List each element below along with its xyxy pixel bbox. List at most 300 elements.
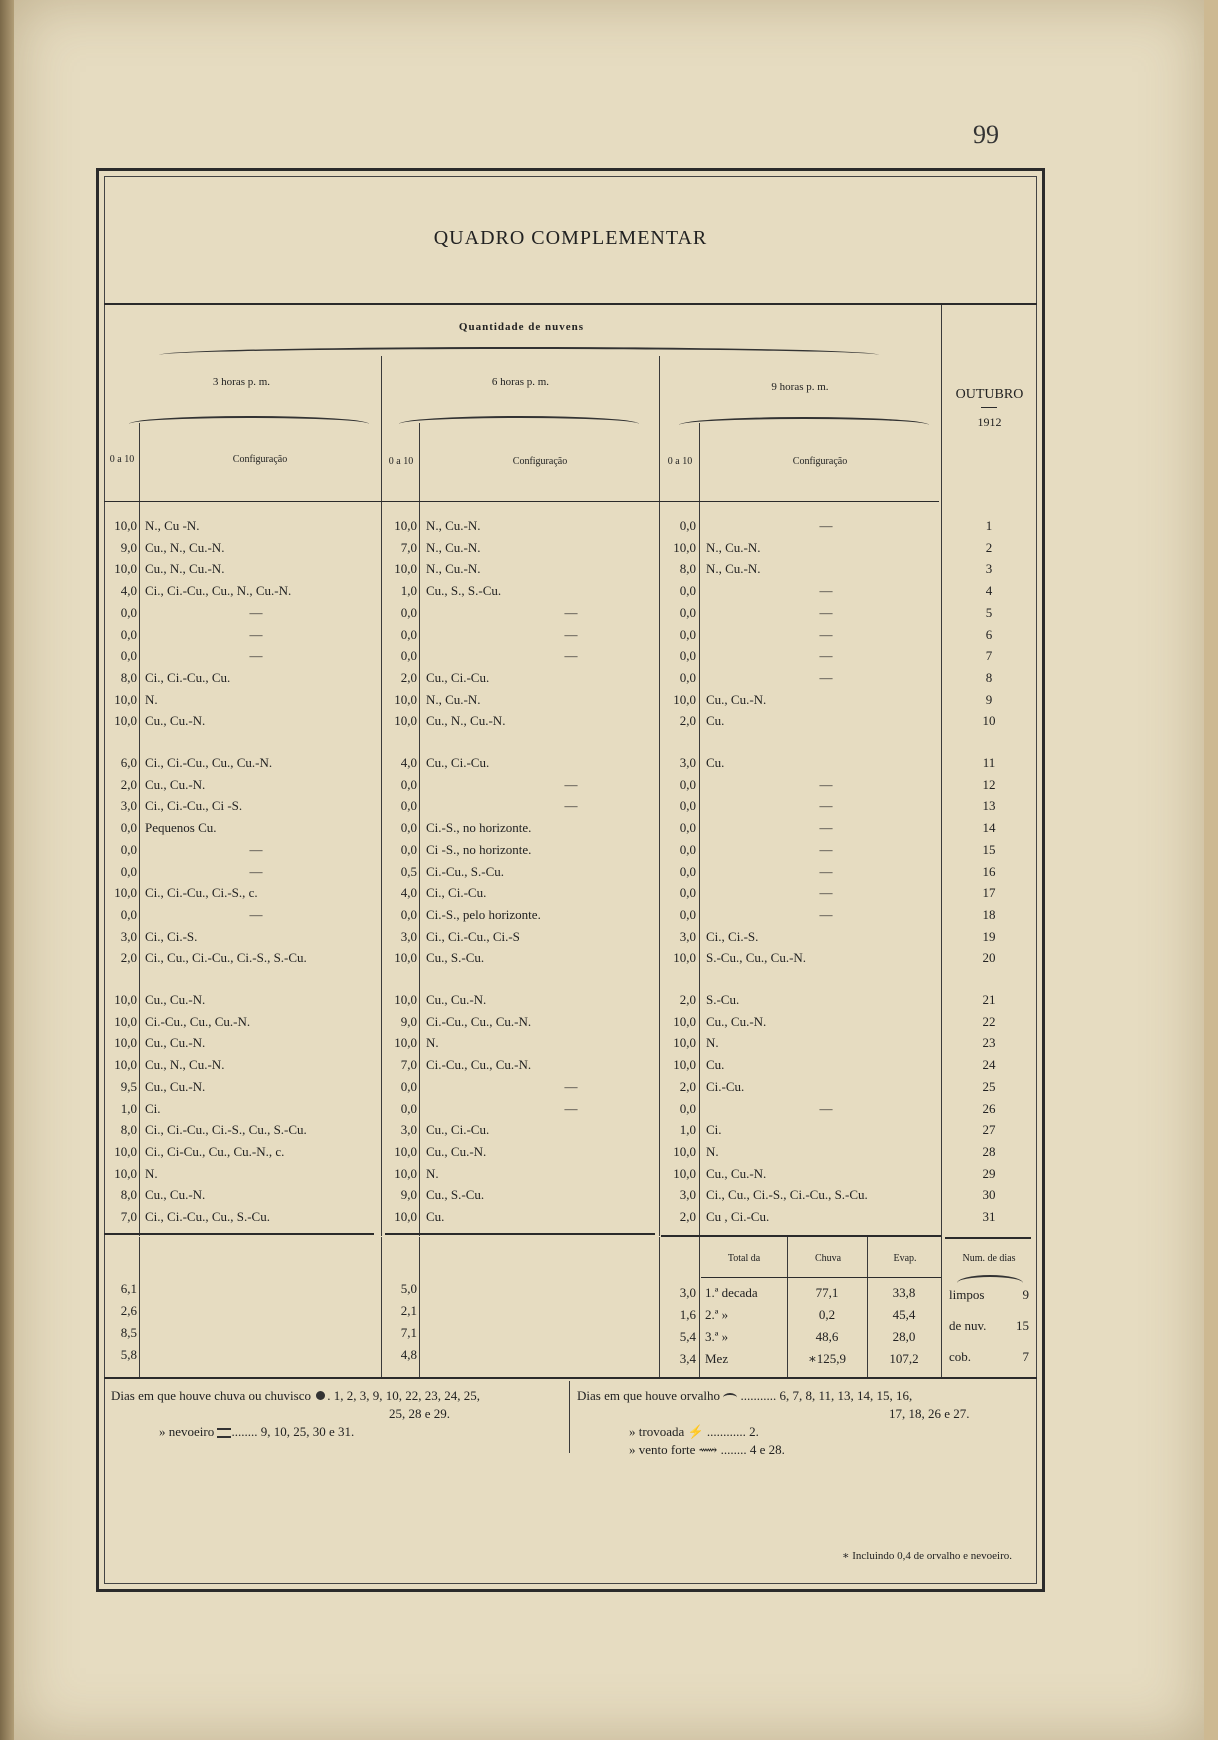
qty-6pm: 0,0 [400, 841, 417, 857]
config-6pm: N., Cu.-N. [426, 691, 481, 707]
config-6pm: N., Cu.-N. [426, 518, 481, 533]
summary-qty-6pm: 5,0 [400, 1281, 417, 1296]
rain-icon [316, 1391, 325, 1400]
config-9pm: — [819, 604, 833, 620]
config-9pm: — [819, 798, 833, 814]
footer-chuva-label: Dias em que houve chuva ou chuvisco [111, 1388, 312, 1403]
qty-9pm: 10,0 [673, 1143, 696, 1159]
config-9pm: Cu., Cu.-N. [706, 691, 767, 707]
summary-chuva: 0,2 [818, 1307, 836, 1322]
summary-evap: 28,0 [892, 1329, 916, 1344]
config-9pm: N., Cu.-N. [706, 561, 761, 577]
qty-3pm: 10,0 [114, 691, 137, 707]
qty-9pm: 10,0 [673, 1013, 696, 1029]
config-6pm: Cu., Cu.-N. [426, 992, 487, 1007]
config-6pm: Ci.-Cu., S.-Cu. [426, 863, 505, 879]
config-9pm: N., Cu.-N. [706, 539, 761, 555]
config-3pm: Cu., N., Cu.-N. [145, 1057, 225, 1073]
day-number: 11 [982, 755, 996, 770]
config-9pm: Cu. [706, 755, 725, 770]
config-6pm: — [564, 648, 578, 664]
config-9pm: — [819, 776, 833, 792]
qty-3pm: 0,0 [120, 648, 137, 664]
qty-6pm: 0,0 [400, 1078, 417, 1094]
qty-9pm: 2,0 [679, 1209, 696, 1224]
page [14, 0, 1204, 1740]
divider-q2-c2 [419, 423, 420, 1236]
qty-6pm: 0,0 [400, 626, 417, 642]
qty-9pm: 8,0 [679, 561, 696, 577]
group-header: Quantidade de nuvens [458, 321, 585, 333]
day-number: 21 [982, 992, 996, 1007]
day-number: 23 [982, 1035, 996, 1051]
qty-3pm: 10,0 [114, 1013, 137, 1029]
col-conf-3: Configuração [792, 456, 848, 467]
qty-3pm: 10,0 [114, 713, 137, 729]
config-3pm: Ci.-Cu., Cu., Cu.-N. [145, 1013, 251, 1029]
config-3pm: Ci., Ci.-Cu., Cu., Cu.-N. [145, 755, 273, 770]
footer-nevoeiro-label: » nevoeiro [159, 1424, 215, 1439]
config-3pm: — [249, 648, 263, 664]
config-3pm: N. [145, 1165, 158, 1181]
config-9pm: — [819, 820, 833, 836]
config-3pm: Cu., Cu.-N. [145, 992, 206, 1007]
config-9pm: — [819, 1100, 833, 1116]
qty-6pm: 10,0 [394, 1165, 417, 1181]
qty-6pm: 7,0 [400, 1057, 417, 1073]
end-rule-3 [661, 1235, 941, 1237]
day-number: 16 [982, 863, 996, 879]
day-number: 25 [982, 1078, 996, 1094]
config-9pm: Cu. [706, 1057, 725, 1073]
summary-qty-3pm: 5,8 [120, 1347, 137, 1362]
summary-qty-6pm: 2,1 [400, 1303, 417, 1318]
config-3pm: Ci., Ci.-S. [145, 928, 198, 944]
time-header-3pm: 3 horas p. m. [212, 376, 271, 388]
qty-3pm: 8,0 [120, 1187, 137, 1203]
qty-3pm: 0,0 [120, 820, 137, 836]
footer-orvalho: Dias em que houve orvalho ........... 6, 7, 8, 11, 13, 14, 15, 16, [577, 1388, 913, 1403]
qty-6pm: 9,0 [400, 1187, 417, 1203]
day-number: 1 [985, 518, 993, 533]
qty-3pm: 10,0 [114, 561, 137, 577]
sum-hdr-chuva: Chuva [814, 1253, 842, 1264]
config-9pm: — [819, 648, 833, 664]
config-6pm: N., Cu.-N. [426, 561, 481, 577]
config-9pm: — [819, 518, 833, 533]
qty-9pm: 1,0 [679, 1122, 696, 1138]
summary-qty-9pm: 5,4 [679, 1329, 696, 1344]
qty-9pm: 0,0 [679, 604, 696, 620]
config-3pm: Ci., Ci.-Cu., Ci -S. [145, 798, 243, 814]
qty-9pm: 10,0 [673, 1057, 696, 1073]
config-6pm: Ci.-Cu., Cu., Cu.-N. [426, 1057, 532, 1073]
qty-6pm: 10,0 [394, 713, 417, 729]
summary-evap: 33,8 [892, 1285, 916, 1300]
qty-3pm: 0,0 [120, 906, 137, 922]
qty-6pm: 0,0 [400, 906, 417, 922]
qty-6pm: 10,0 [394, 1143, 417, 1159]
qty-3pm: 0,0 [120, 841, 137, 857]
sum-hdr-total: Total da [727, 1253, 761, 1264]
config-6pm: Cu., S.-Cu. [426, 950, 485, 966]
day-number: 6 [985, 626, 993, 642]
config-3pm: Cu., Cu.-N. [145, 1078, 206, 1094]
day-number: 15 [982, 841, 996, 857]
config-6pm: Cu., Ci.-Cu. [426, 755, 490, 770]
summary-qty-3pm: 6,1 [120, 1281, 137, 1296]
footer-vento-label: » vento forte [629, 1442, 696, 1457]
config-6pm: Ci.-S., no horizonte. [426, 820, 532, 836]
config-3pm: Cu., N., Cu.-N. [145, 561, 225, 577]
config-6pm: Ci., Ci.-Cu., Ci.-S [426, 928, 520, 944]
time-header-9pm: 9 horas p. m. [771, 381, 829, 393]
config-9pm: — [819, 626, 833, 642]
day-number: 5 [985, 604, 993, 620]
col-qty-3: 0 a 10 [667, 456, 693, 467]
config-6pm: Cu., S.-Cu. [426, 1187, 485, 1203]
config-9pm: — [819, 669, 833, 685]
config-3pm: Cu., N., Cu.-N. [145, 539, 225, 555]
qty-6pm: 2,0 [400, 669, 417, 685]
qty-6pm: 9,0 [400, 1013, 417, 1029]
end-rule-4 [945, 1237, 1031, 1239]
config-3pm: Cu., Cu.-N. [145, 1035, 206, 1051]
qty-9pm: 10,0 [673, 691, 696, 707]
day-number: 20 [982, 950, 996, 966]
config-3pm: N. [145, 691, 158, 707]
summary-chuva: 48,6 [815, 1329, 839, 1344]
qty-6pm: 0,0 [400, 820, 417, 836]
config-9pm: Ci., Cu., Ci.-S., Ci.-Cu., S.-Cu. [706, 1187, 868, 1203]
col-conf-2: Configuração [512, 456, 568, 467]
qty-6pm: 10,0 [394, 950, 417, 966]
day-number: 7 [985, 648, 993, 664]
summary-period: Mez [705, 1351, 729, 1366]
footer-vento: » vento forte ⟿ ........ 4 e 28. [629, 1442, 785, 1457]
config-9pm: — [819, 841, 833, 857]
footer-chuva: Dias em que houve chuva ou chuvisco . 1, 2, 3, 9, 10, 22, 23, 24, 25, [111, 1388, 481, 1403]
footer-orvalho-days-2: 17, 18, 26 e 27. [889, 1406, 970, 1421]
config-9pm: Cu., Cu.-N. [706, 1013, 767, 1029]
config-3pm: Ci., Ci.-Cu., Cu., N., Cu.-N. [145, 583, 292, 599]
config-6pm: N., Cu.-N. [426, 539, 481, 555]
qty-3pm: 10,0 [114, 1057, 137, 1073]
qty-3pm: 6,0 [120, 755, 137, 770]
config-3pm: Ci. [145, 1100, 161, 1116]
qty-9pm: 3,0 [679, 755, 696, 770]
day-number: 26 [982, 1100, 996, 1116]
day-number: 27 [982, 1122, 996, 1138]
config-6pm: — [564, 1100, 578, 1116]
footer-trovoada-label: » trovoada [629, 1424, 685, 1439]
qty-9pm: 10,0 [673, 539, 696, 555]
footer-nevoeiro-days: 9, 10, 25, 30 e 31. [260, 1424, 355, 1439]
qty-3pm: 9,5 [120, 1078, 137, 1094]
config-9pm: Ci. [706, 1122, 722, 1138]
qty-3pm: 0,0 [120, 604, 137, 620]
summary-period: 2.ª » [705, 1307, 729, 1322]
config-6pm: Ci.-S., pelo horizonte. [426, 906, 541, 922]
config-9pm: Ci., Ci.-S. [706, 928, 759, 944]
qty-9pm: 0,0 [679, 820, 696, 836]
config-3pm: Ci., Ci.-Cu., Cu. [145, 669, 231, 685]
sum-div-5 [699, 1237, 700, 1377]
footer-trovoada: » trovoada ⚡ ............ 2. [629, 1424, 759, 1439]
footer-nevoeiro: » nevoeiro ........ 9, 10, 25, 30 e 31. [159, 1424, 355, 1439]
config-6pm: Ci -S., no horizonte. [426, 841, 532, 857]
qty-3pm: 3,0 [120, 798, 137, 814]
footer-rule [104, 1377, 1037, 1379]
qty-9pm: 0,0 [679, 798, 696, 814]
footer-vento-days: 4 e 28. [749, 1442, 785, 1457]
day-number: 28 [982, 1143, 996, 1159]
qty-3pm: 4,0 [120, 583, 137, 599]
config-3pm: Cu., Cu.-N. [145, 1187, 206, 1203]
qty-6pm: 0,5 [400, 863, 417, 879]
end-rule-2 [385, 1233, 655, 1235]
colhdr-rule [104, 501, 939, 502]
footer-orvalho-label: Dias em que houve orvalho [577, 1388, 720, 1403]
col-qty-1: 0 a 10 [109, 454, 135, 465]
sum-hdr-evap: Evap. [893, 1253, 917, 1264]
qty-3pm: 10,0 [114, 1165, 137, 1181]
summary-period: 3.ª » [705, 1329, 729, 1344]
sum-div-6 [787, 1237, 788, 1377]
qty-9pm: 0,0 [679, 648, 696, 664]
summary-qty-6pm: 4,8 [400, 1347, 417, 1362]
dias-label: de nuv. [949, 1318, 987, 1333]
day-number: 24 [982, 1057, 996, 1073]
day-number: 4 [985, 583, 993, 599]
config-3pm: Pequenos Cu. [145, 820, 217, 836]
summary-qty-3pm: 8,5 [120, 1325, 137, 1340]
qty-9pm: 0,0 [679, 669, 696, 685]
summary-period: 1.ª decada [705, 1285, 758, 1300]
day-number: 18 [982, 906, 996, 922]
config-6pm: N. [426, 1165, 439, 1181]
qty-3pm: 10,0 [114, 992, 137, 1007]
config-3pm: N., Cu -N. [145, 518, 200, 533]
qty-6pm: 7,0 [400, 539, 417, 555]
config-9pm: S.-Cu. [706, 992, 740, 1007]
qty-6pm: 3,0 [400, 928, 417, 944]
config-3pm: Ci., Ci.-Cu., Cu., S.-Cu. [145, 1209, 270, 1224]
config-9pm: Cu., Cu.-N. [706, 1165, 767, 1181]
config-6pm: — [564, 604, 578, 620]
qty-6pm: 0,0 [400, 604, 417, 620]
qty-3pm: 8,0 [120, 1122, 137, 1138]
summary-qty-9pm: 1,6 [679, 1307, 696, 1322]
qty-9pm: 0,0 [679, 906, 696, 922]
page-title: QUADRO COMPLEMENTAR [433, 227, 708, 249]
config-9pm: N. [706, 1035, 719, 1051]
month-underline [981, 407, 997, 408]
config-6pm: — [564, 1078, 578, 1094]
config-3pm: Cu., Cu.-N. [145, 713, 206, 729]
dias-label: cob. [949, 1349, 972, 1364]
config-3pm: — [249, 906, 263, 922]
config-9pm: N. [706, 1143, 719, 1159]
qty-3pm: 10,0 [114, 518, 137, 533]
dias-label: limpos [949, 1287, 985, 1302]
config-9pm: — [819, 885, 833, 901]
qty-6pm: 0,0 [400, 648, 417, 664]
time-header-6pm: 6 horas p. m. [491, 376, 550, 388]
config-3pm: — [249, 626, 263, 642]
qty-3pm: 3,0 [120, 928, 137, 944]
dias-value: 7 [1022, 1349, 1029, 1364]
divider-q1-c1 [139, 423, 140, 1236]
qty-9pm: 2,0 [679, 1078, 696, 1094]
year-label: 1912 [977, 415, 1002, 429]
qty-6pm: 10,0 [394, 1209, 417, 1224]
qty-3pm: 1,0 [120, 1100, 137, 1116]
config-3pm: — [249, 841, 263, 857]
header-rule [104, 303, 1037, 305]
qty-3pm: 0,0 [120, 626, 137, 642]
day-number: 8 [985, 669, 993, 685]
qty-6pm: 0,0 [400, 1100, 417, 1116]
sum-div-8 [941, 1237, 942, 1377]
qty-3pm: 0,0 [120, 863, 137, 879]
config-9pm: Ci.-Cu. [706, 1078, 745, 1094]
month-label: OUTUBRO [955, 387, 1024, 402]
qty-6pm: 3,0 [400, 1122, 417, 1138]
wind-icon: ⟿ [698, 1442, 718, 1457]
summary-chuva: 77,1 [815, 1285, 839, 1300]
summary-qty-9pm: 3,4 [679, 1351, 696, 1366]
config-9pm: — [819, 906, 833, 922]
qty-6pm: 10,0 [394, 561, 417, 577]
sum-div-1 [139, 1237, 140, 1377]
day-number: 30 [982, 1187, 996, 1203]
config-9pm: — [819, 863, 833, 879]
config-9pm: — [819, 583, 833, 599]
qty-6pm: 10,0 [394, 518, 417, 533]
config-9pm: S.-Cu., Cu., Cu.-N. [706, 950, 807, 966]
day-number: 10 [982, 713, 996, 729]
qty-6pm: 4,0 [400, 755, 417, 770]
dew-icon [723, 1393, 737, 1402]
footer-trovoada-days: 2. [749, 1424, 759, 1439]
qty-6pm: 1,0 [400, 583, 417, 599]
qty-6pm: 10,0 [394, 992, 417, 1007]
config-3pm: — [249, 863, 263, 879]
summary-qty-9pm: 3,0 [679, 1285, 696, 1300]
config-6pm: — [564, 798, 578, 814]
summary-evap: 107,2 [889, 1351, 919, 1366]
qty-3pm: 2,0 [120, 950, 137, 966]
config-6pm: Cu. [426, 1209, 445, 1224]
config-6pm: Cu., S., S.-Cu. [426, 583, 502, 599]
qty-3pm: 2,0 [120, 776, 137, 792]
summary-evap: 45,4 [892, 1307, 916, 1322]
qty-9pm: 0,0 [679, 518, 696, 533]
config-6pm: N. [426, 1035, 439, 1051]
day-number: 12 [982, 776, 996, 792]
qty-9pm: 0,0 [679, 863, 696, 879]
day-number: 22 [982, 1013, 996, 1029]
dias-value: 9 [1022, 1287, 1029, 1302]
fog-icon [217, 1428, 231, 1438]
page-number: 99 [973, 120, 999, 149]
end-rule-1 [104, 1233, 374, 1235]
table-frame [96, 168, 1045, 1592]
config-6pm: Cu., Ci.-Cu. [426, 669, 490, 685]
footer-chuva-days: 1, 2, 3, 9, 10, 22, 23, 24, 25, [333, 1388, 481, 1403]
qty-3pm: 8,0 [120, 669, 137, 685]
qty-6pm: 10,0 [394, 691, 417, 707]
qty-9pm: 0,0 [679, 841, 696, 857]
config-6pm: Ci., Ci.-Cu. [426, 885, 487, 901]
col-conf-1: Configuração [232, 454, 288, 465]
day-number: 3 [985, 561, 993, 577]
thunder-icon: ⚡ [687, 1424, 704, 1439]
qty-9pm: 0,0 [679, 776, 696, 792]
config-6pm: — [564, 776, 578, 792]
sum-hdr-dias: Num. de dias [962, 1253, 1016, 1264]
day-number: 31 [982, 1209, 996, 1224]
sum-div-7 [867, 1237, 868, 1377]
day-number: 19 [982, 928, 996, 944]
footer-divider [569, 1381, 570, 1453]
qty-6pm: 10,0 [394, 1035, 417, 1051]
qty-9pm: 10,0 [673, 950, 696, 966]
config-3pm: Ci., Cu., Ci.-Cu., Ci.-S., S.-Cu. [145, 950, 307, 966]
qty-3pm: 10,0 [114, 885, 137, 901]
qty-3pm: 7,0 [120, 1209, 137, 1224]
config-3pm: Ci., Ci-Cu., Cu., Cu.-N., c. [145, 1143, 285, 1159]
day-number: 14 [982, 820, 996, 836]
qty-9pm: 10,0 [673, 1165, 696, 1181]
footer-orvalho-days: 6, 7, 8, 11, 13, 14, 15, 16, [779, 1388, 913, 1403]
qty-3pm: 9,0 [120, 539, 137, 555]
day-number: 29 [982, 1165, 996, 1181]
qty-9pm: 3,0 [679, 1187, 696, 1203]
day-number: 13 [982, 798, 996, 814]
qty-9pm: 2,0 [679, 992, 696, 1007]
summary-qty-3pm: 2,6 [120, 1303, 137, 1318]
qty-9pm: 2,0 [679, 713, 696, 729]
config-6pm: Cu., N., Cu.-N. [426, 713, 506, 729]
config-9pm: Cu , Ci.-Cu. [706, 1209, 770, 1224]
col-qty-2: 0 a 10 [388, 456, 414, 467]
config-6pm: Cu., Cu.-N. [426, 1143, 487, 1159]
config-3pm: Ci., Ci.-Cu., Ci.-S., Cu., S.-Cu. [145, 1122, 307, 1138]
config-3pm: Ci., Ci.-Cu., Ci.-S., c. [145, 885, 258, 901]
config-3pm: — [249, 604, 263, 620]
qty-9pm: 0,0 [679, 1100, 696, 1116]
footer-chuva-days-2: 25, 28 e 29. [389, 1406, 451, 1421]
qty-6pm: 4,0 [400, 885, 417, 901]
config-6pm: Ci.-Cu., Cu., Cu.-N. [426, 1013, 532, 1029]
config-9pm: Cu. [706, 713, 725, 729]
config-3pm: Cu., Cu.-N. [145, 776, 206, 792]
qty-9pm: 0,0 [679, 583, 696, 599]
qty-3pm: 10,0 [114, 1143, 137, 1159]
qty-6pm: 0,0 [400, 776, 417, 792]
config-6pm: Cu., Ci.-Cu. [426, 1122, 490, 1138]
day-number: 17 [982, 885, 996, 901]
qty-9pm: 10,0 [673, 1035, 696, 1051]
qty-3pm: 10,0 [114, 1035, 137, 1051]
day-number: 9 [985, 691, 993, 707]
summary-chuva: ∗125,9 [807, 1351, 847, 1366]
qty-9pm: 0,0 [679, 885, 696, 901]
footnote: ∗ Incluindo 0,4 de orvalho e nevoeiro. [842, 1550, 1012, 1562]
day-number: 2 [985, 539, 993, 555]
